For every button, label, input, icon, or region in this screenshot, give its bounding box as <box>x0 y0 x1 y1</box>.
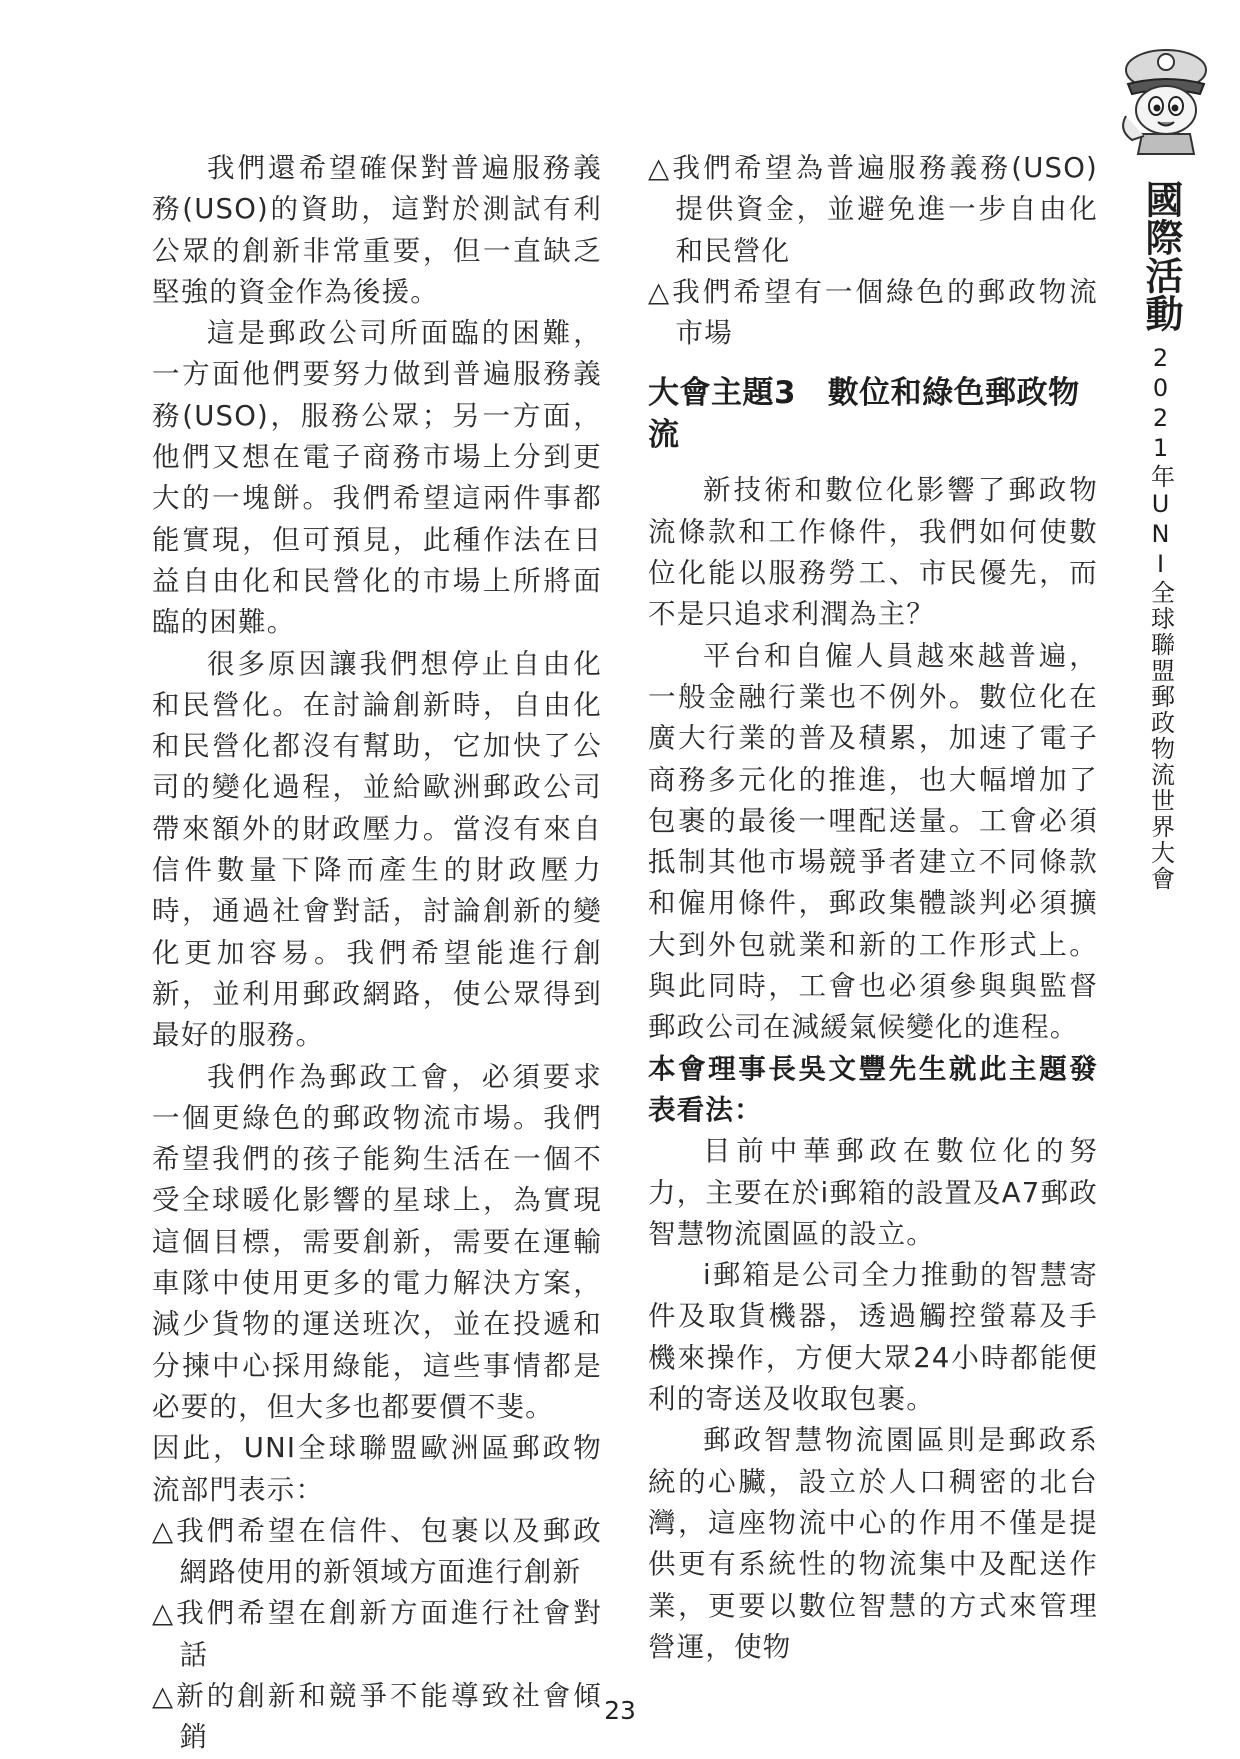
section-title: 國際活動 <box>1139 180 1183 332</box>
postman-mascot-icon <box>1108 44 1216 156</box>
paragraph: 很多原因讓我們想停止自由化和民營化。在討論創新時，自由化和民營化都沒有幫助，它加快了公司的變化過程，並給歐洲郵政公司帶來額外的財政壓力。當沒有來自信件數量下降而產生的財政壓力時，通過社會對話，討論創新的變化更加容易。我們希望能進行創新，並利用郵政網路，使公眾得到最好的服務。 <box>152 647 602 1052</box>
paragraph: 因此，UNI全球聯盟歐洲區郵政物流部門表示： <box>152 1432 602 1506</box>
right-column <box>648 148 1098 1668</box>
sidebar <box>1128 180 1194 892</box>
paragraph: 新技術和數位化影響了郵政物流條款和工作條件，我們如何使數位化能以服務勞工、市民優先，而不是只追求利潤為主？ <box>648 474 1098 631</box>
bold-paragraph: 本會理事長吳文豐先生就此主題發表看法： <box>648 1052 1098 1126</box>
left-column <box>152 148 602 1759</box>
paragraph: 我們還希望確保對普遍服務義務(USO)的資助，這對於測試有利公眾的創新非常重要，但一直缺乏堅強的資金作為後援。 <box>152 152 602 308</box>
page-number: 23 <box>604 1696 636 1725</box>
section-heading: 大會主題3 數位和綠色郵政物流 <box>648 375 1080 454</box>
paragraph: 郵政智慧物流園區則是郵政系統的心臟，設立於人口稠密的北台灣，這座物流中心的作用不僅是提供更有系統性的物流集中及配送作業，更要以數位智慧的方式來管理營運，使物 <box>648 1424 1098 1663</box>
bullet-item: △我們希望在創新方面進行社會對話 <box>152 1597 602 1671</box>
paragraph: 平台和自僱人員越來越普遍，一般金融行業也不例外。數位化在廣大行業的普及積累，加速了電子商務多元化的推進，也大幅增加了包裹的最後一哩配送量。工會必須抵制其他市場競爭者建立不同條款和僱用條件，郵政集體談判必須擴大到外包就業和新的工作形式上。與此同時，工會也必須參與與監督郵政公司在減緩氣候變化的進程。 <box>648 639 1098 1044</box>
paragraph: 目前中華郵政在數位化的努力，主要在於i郵箱的設置及A7郵政智慧物流園區的設立。 <box>648 1135 1098 1250</box>
paragraph: 我們作為郵政工會，必須要求一個更綠色的郵政物流市場。我們希望我們的孩子能夠生活在一個不受全球暖化影響的星球上，為實現這個目標，需要創新，需要在運輸車隊中使用更多的電力解決方案，減少貨物的運送班次，並在投遞和分揀中心採用綠能，這些事情都是必要的，但大多也都要價不斐。 <box>152 1060 602 1423</box>
bullet-item: △我們希望為普遍服務義務(USO)提供資金，並避免進一步自由化和民營化 <box>648 152 1098 267</box>
paragraph: 這是郵政公司所面臨的困難，一方面他們要努力做到普遍服務義務(USO)，服務公眾；另一方面，他們又想在電子商務市場上分到更大的一塊餅。我們希望這兩件事都能實現，但可預見，此種作法在日益自由化和民營化的市場上所將面臨的困難。 <box>152 317 602 639</box>
bullet-item: △我們希望在信件、包裹以及郵政網路使用的新領域方面進行創新 <box>152 1514 602 1589</box>
event-title: 2021年UNI全球聯盟郵政物流世界大會 <box>1146 344 1175 892</box>
paragraph: i郵箱是公司全力推動的智慧寄件及取貨機器，透過觸控螢幕及手機來操作，方便大眾24小時都能便利的寄送及收取包裹。 <box>648 1259 1098 1416</box>
bullet-item: △我們希望有一個綠色的郵政物流市場 <box>648 275 1098 350</box>
bullet-item: △新的創新和競爭不能導致社會傾銷 <box>152 1679 602 1754</box>
